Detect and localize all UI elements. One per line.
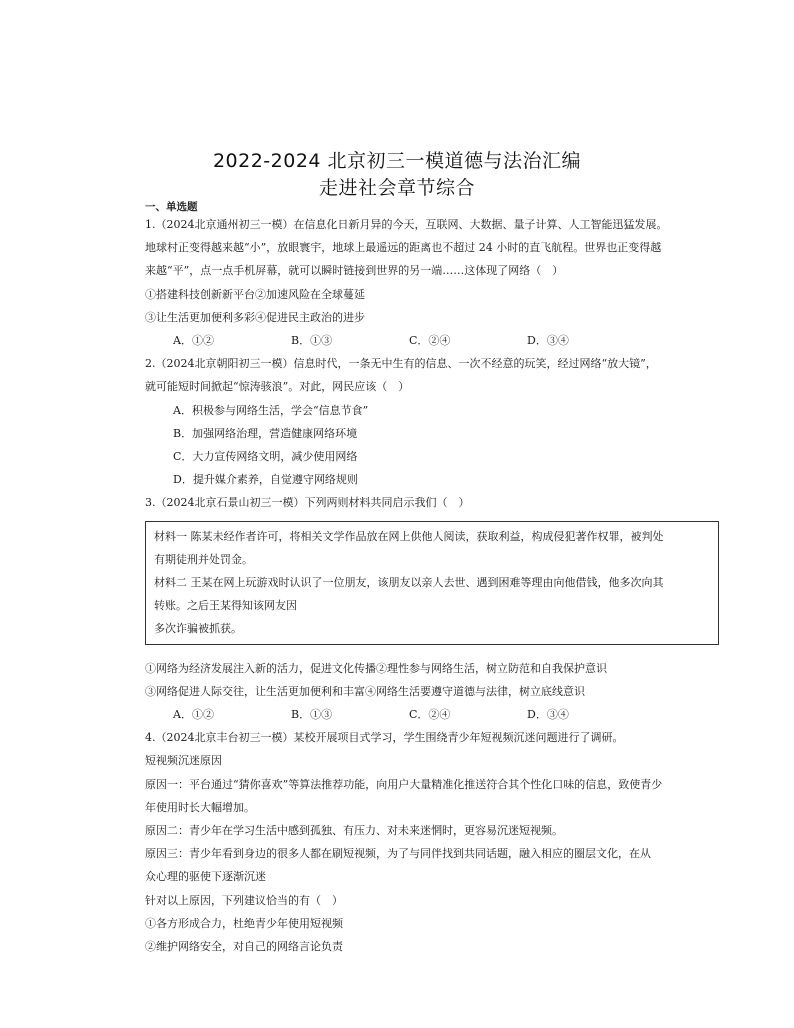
statement-line: ①网络为经济发展注入新的活力，促进文化传播②理性参与网络生活，树立防范和自我保护意识: [145, 661, 607, 675]
material-line: 转账。之后王某得知该网友因: [154, 599, 297, 613]
material-line: 有期徒刑并处罚金。: [154, 552, 253, 566]
material-line: 多次诈骗被抓获。: [154, 622, 242, 636]
question-text: 1.（2024北京通州初三一模）在信息化日新月异的今天，互联网、大数据、量子计算、人工智能迅猛发展。: [145, 218, 668, 231]
answer-choices: [145, 329, 720, 352]
question-text: 4.（2024北京丰台初三一模）某校开展项目式学习，学生围绕青少年短视频沉迷问题进行了调研。: [145, 731, 624, 745]
choice-c[interactable]: C．②④: [409, 334, 451, 348]
material-line: 材料二 王某在网上玩游戏时认识了一位朋友，该朋友以亲人去世、遇到困难等理由向他借钱，他多次向其: [154, 576, 664, 590]
option-d[interactable]: D．提升媒介素养，自觉遵守网络规则: [173, 473, 358, 487]
statement-line: ①搭建科技创新新平台②加速风险在全球蔓延: [145, 287, 365, 301]
question-4: [145, 726, 720, 958]
choice-c[interactable]: C．②④: [409, 708, 451, 722]
question-3: [145, 491, 720, 726]
question-text: 众心理的驱使下逐渐沉迷: [145, 870, 266, 884]
question-text: 原因一：平台通过“猜你喜欢”等算法推荐功能，向用户大量精准化推送符合其个性化口味的信息，致使青少: [145, 777, 663, 791]
choice-d[interactable]: D．③④: [527, 708, 569, 722]
answer-choices: [145, 703, 720, 726]
question-content: [145, 213, 720, 958]
material-box: [145, 521, 719, 645]
option-a[interactable]: A．积极参与网络生活，学会“信息节食”: [173, 403, 369, 417]
document-subtitle: 走进社会章节综合: [318, 177, 475, 199]
choice-b[interactable]: B．①③: [291, 334, 333, 348]
section-heading: 一、单选题: [145, 201, 198, 213]
question-text: 年使用时长大幅增加。: [145, 800, 255, 814]
statement-line: ②维护网络安全，对自己的网络言论负责: [145, 940, 343, 954]
choice-d[interactable]: D．③④: [527, 334, 569, 348]
option-c[interactable]: C．大力宣传网络文明，减少使用网络: [173, 450, 358, 464]
question-2: [145, 352, 720, 491]
question-text: 原因二：青少年在学习生活中感到孤独、有压力、对未来迷惘时，更容易沉迷短视频。: [145, 824, 563, 838]
question-text: 3.（2024北京石景山初三一模）下列两则材料共同启示我们（ ）: [145, 496, 470, 510]
option-b[interactable]: B．加强网络治理，营造健康网络环境: [173, 426, 358, 440]
document-title: 2022-2024 北京初三一模道德与法治汇编: [212, 150, 582, 172]
choice-a[interactable]: A．①②: [173, 334, 214, 348]
choice-a[interactable]: A．①②: [173, 708, 214, 722]
question-1: [145, 213, 720, 352]
choice-b[interactable]: B．①③: [291, 708, 333, 722]
question-text: 针对以上原因，下列建议恰当的有（ ）: [145, 893, 343, 907]
statement-line: ③让生活更加便利多彩④促进民主政治的进步: [145, 310, 365, 324]
statement-line: ③网络促进人际交往，让生活更加便利和丰富④网络生活要遵守道德与法律，树立底线意识: [145, 684, 585, 698]
question-text: 地球村正变得越来越“小”，放眼寰宇，地球上最遥远的距离也不超过 24 小时的直飞航程。世界也正变得越: [145, 241, 662, 255]
material-line: 材料一 陈某未经作者许可，将相关文学作品放在网上供他人阅读，获取利益，构成侵犯著作权罪，被判处: [154, 529, 664, 543]
question-text: 原因三：青少年看到身边的很多人都在刷短视频，为了与同伴找到共同话题，融入相应的圈层文化，在从: [145, 847, 651, 861]
statement-line: ①各方形成合力，杜绝青少年使用短视频: [145, 916, 343, 930]
question-text: 就可能短时间掀起“惊涛骇浪”。对此，网民应该（ ）: [145, 380, 410, 394]
question-text: 2.（2024北京朝阳初三一模）信息时代，一条无中生有的信息、一次不经意的玩笑，经过网络“放大镜”，: [145, 357, 657, 371]
question-text: 来越“平”，点一点手机屏幕，就可以瞬时链接到世界的另一端……这体现了网络（ ）: [145, 264, 564, 278]
question-text: 短视频沉迷原因: [145, 754, 222, 768]
